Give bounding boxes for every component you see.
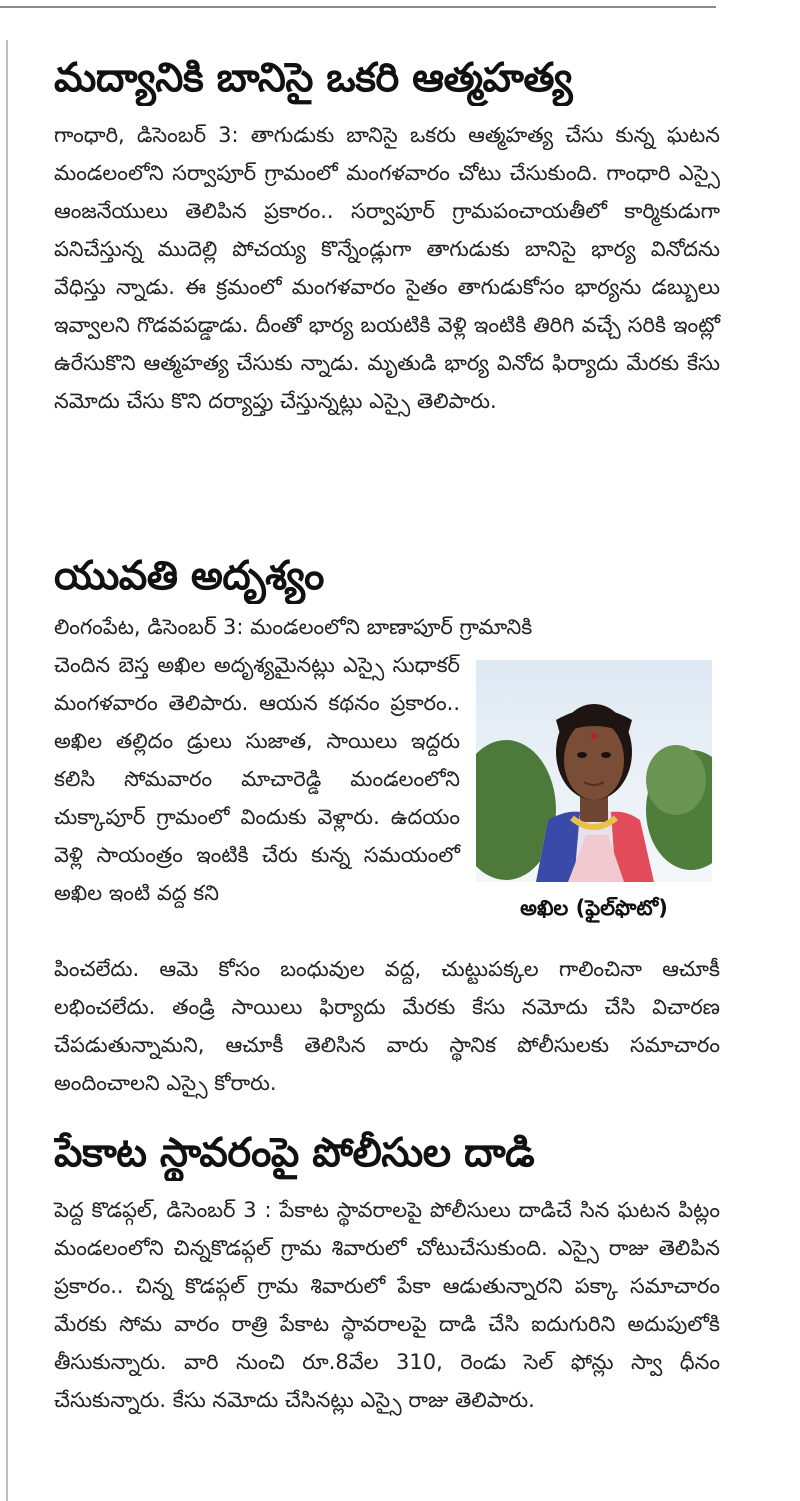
photo-caption: అఖిల (ఫైల్‌ఫొటో) xyxy=(520,896,668,920)
photo-block xyxy=(476,660,712,960)
headline-missing-woman: యువతి అదృశ్యం xyxy=(54,553,324,599)
article-gambling-raid xyxy=(54,1125,720,1419)
article-wrapped-text-container xyxy=(54,646,460,912)
article-missing-woman xyxy=(54,548,720,646)
top-divider xyxy=(0,6,716,8)
article-suicide xyxy=(54,50,720,420)
article-wrapped-text-missing-woman: చెందిన బెస్త అఖిల అదృశ్యమైనట్లు ఎస్సై సుధాకర్ మంగళవారం తెలిపారు. ఆయన కథనం ప్రకారం.. అఖిల తల్లిదం డ్రులు సుజాత, సాయిలు ఇద్దరు కలిసి సోమవారం మాచారెడ్డి మండలంలోని చుక్కాపూర్ గ్రామంలో విందుకు వెళ్లారు. ఉదయం వెళ్లి సాయంత్రం ఇంటికి చేరు కున్న సమయంలో అఖిల ఇంటి వద్ద కని xyxy=(54,653,460,905)
article-body-suicide: గాంధారి, డిసెంబర్ 3: తాగుడుకు బానిసై ఒకరు ఆత్మహత్య చేసు కున్న ఘటన మండలంలోని సర్వాపూర్ గ్రామంలో మంగళవారం చోటు చేసుకుంది. గాంధారి ఎస్సై ఆంజనేయులు తెలిపిన ప్రకారం.. సర్వాపూర్ గ్రామపంచాయతీలో కార్మికుడుగా పనిచేస్తున్న ముదెల్లి పోచయ్య కొన్నేండ్లుగా తాగుడుకు బానిసై భార్య వినోదను వేధిస్తు న్నాడు. ఈ క్రమంలో మంగళవారం సైతం తాగుడుకోసం భార్యను డబ్బులు ఇవ్వాలని గొడవపడ్డాడు. దీంతో భార్య బయటికి వెళ్లి ఇంటికి తిరిగి వచ్చే సరికి ఇంట్లో ఉరేసుకొని ఆత్మహత్య చేసుకు న్నాడు. మృతుడి భార్య వినోద ఫిర్యాదు మేరకు కేసు నమోదు చేసు కొని దర్యాప్తు చేస్తున్నట్లు ఎస్సై తెలిపారు. xyxy=(54,123,720,413)
article-body-gambling-raid: పెద్ద కొడప్గల్, డిసెంబర్ 3 : పేకాట స్థావరాలపై పోలీసులు దాడిచే సిన ఘటన పిట్లం మండలంలోని చిన్నకొడప్గల్ గ్రామ శివారులో చోటుచేసుకుంది. ఎస్సై రాజు తెలిపిన ప్రకారం.. చిన్న కొడప్గల్ గ్రామ శివారులో పేకా ఆడుతున్నారని పక్కా సమాచారం మేరకు సోమ వారం రాత్రి పేకాట స్థావరాలపై దాడి చేసి ఐదుగురిని అదుపులోకి తీసుకున్నారు. వారి నుంచి రూ.8వేల 310, రెండు సెల్ ఫోన్లు స్వా ధీనం చేసుకున్నారు. కేసు నమోదు చేసినట్లు ఎస్సై రాజు తెలిపారు. xyxy=(54,1198,720,1412)
article-missing-woman-continued xyxy=(54,950,720,1102)
headline-gambling-raid: పేకాట స్థావరంపై పోలీసుల దాడి xyxy=(54,1130,535,1176)
missing-woman-photo xyxy=(476,660,712,882)
headline-suicide: మద్యానికి బానిసై ఒకరి ఆత్మహత్య xyxy=(54,55,573,101)
left-column-rule xyxy=(6,40,8,1501)
article-lead-missing-woman: లింగంపేట, డిసెంబర్ 3: మండలంలోని బాణాపూర్ గ్రామానికి xyxy=(54,615,533,639)
article-body-missing-woman: పించలేదు. ఆమె కోసం బంధువుల వద్ద, చుట్టుపక్కల గాలించినా ఆచూకీ లభించలేదు. తండ్రి సాయిలు ఫిర్యాదు మేరకు కేసు నమోదు చేసి విచారణ చేపడుతున్నామని, ఆచూకీ తెలిసిన వారు స్థానిక పోలీసులకు సమాచారం అందించాలని ఎస్సై కోరారు. xyxy=(54,957,720,1095)
